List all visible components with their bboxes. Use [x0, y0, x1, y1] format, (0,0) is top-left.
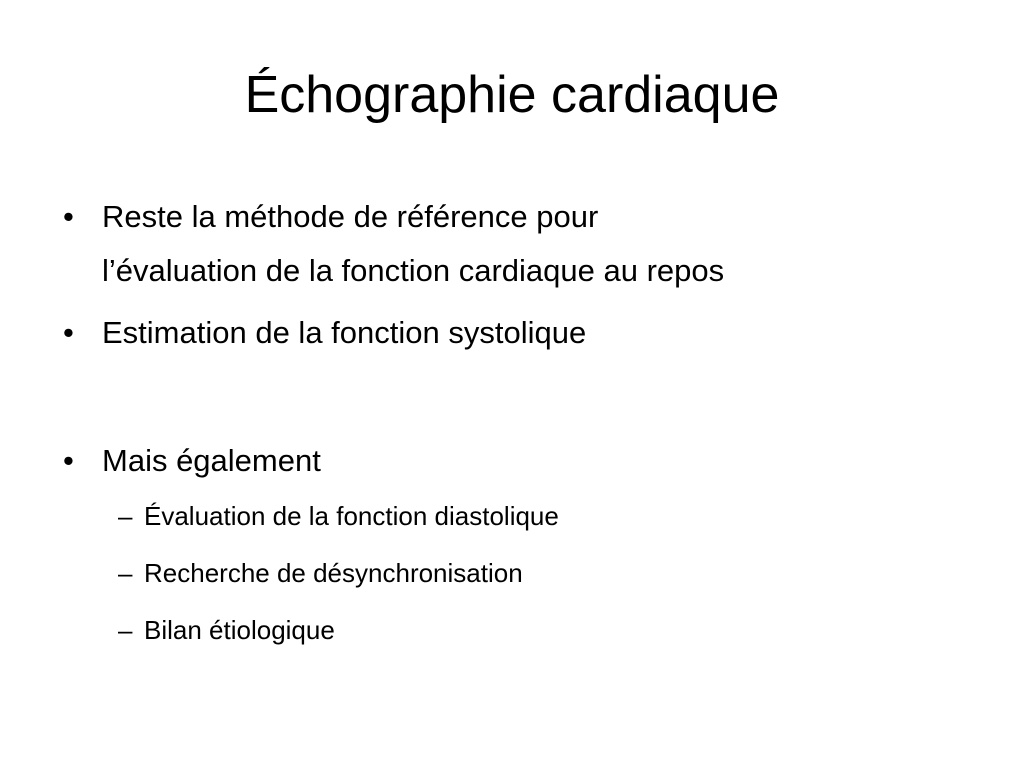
sub-bullet-marker: – [118, 558, 133, 588]
bullet-item [60, 190, 980, 298]
bullet-text-line-1: Reste la méthode de référence pour [102, 199, 599, 234]
sub-bullet-item [60, 545, 980, 602]
sub-bullet-text: Recherche de désynchronisation [144, 558, 523, 588]
bullet-marker: • [63, 443, 74, 478]
sub-bullet-marker: – [118, 501, 133, 531]
sub-bullet-text: Bilan étiologique [144, 615, 335, 645]
bullet-item [60, 306, 980, 360]
bullet-marker: • [63, 315, 74, 350]
sub-bullet-marker: – [118, 615, 133, 645]
bullet-text-line-2: l’évaluation de la fonction cardiaque au repos [102, 253, 725, 288]
bullet-marker: • [63, 199, 74, 234]
slide-body [60, 190, 980, 659]
sub-bullet-text: Évaluation de la fonction diastolique [144, 501, 559, 531]
bullet-item [60, 434, 980, 488]
bullet-text: Estimation de la fonction systolique [102, 315, 587, 350]
empty-line [60, 360, 980, 414]
sub-bullet-item [60, 602, 980, 659]
slide-title: Échographie cardiaque [244, 66, 780, 124]
sub-bullet-item [60, 488, 980, 545]
bullet-text: Mais également [102, 443, 321, 478]
